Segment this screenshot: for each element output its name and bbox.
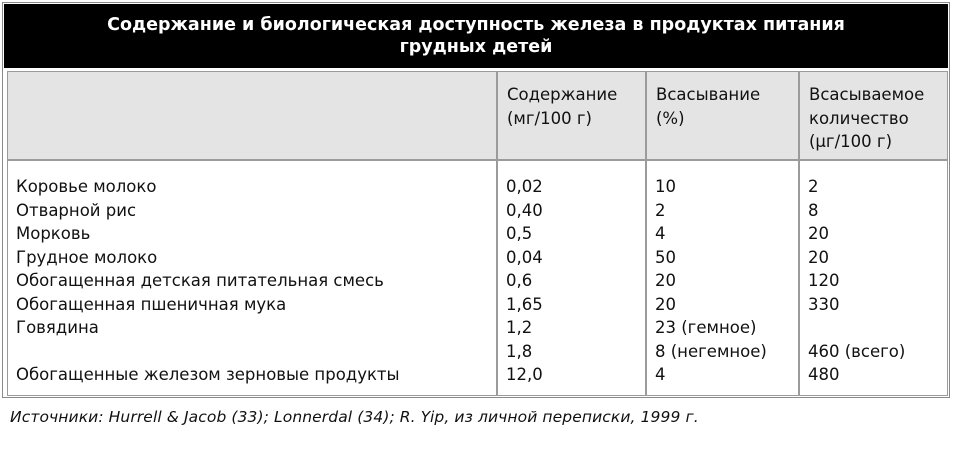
table-title: Содержание и биологическая доступность железа в продуктах питания грудных детей bbox=[107, 15, 845, 57]
iron-content: 12,0 bbox=[506, 365, 543, 384]
absorption-percent: 10 bbox=[655, 177, 676, 196]
header-label-line: (μг/100 г) bbox=[809, 132, 893, 151]
iron-content: 0,6 bbox=[506, 271, 533, 290]
product-name: Обогащенная пшеничная мука bbox=[16, 294, 287, 314]
header-label-line: количество bbox=[809, 108, 909, 128]
product-name: Грудное молоко bbox=[16, 247, 158, 267]
absorbed-amount: 330 bbox=[808, 294, 840, 314]
header-cell-product bbox=[7, 71, 497, 160]
header-cell-content bbox=[497, 71, 646, 160]
table-title-bar bbox=[4, 4, 948, 68]
absorbed-amount: 20 bbox=[808, 224, 829, 243]
header-cell-absorption bbox=[646, 71, 799, 160]
iron-content: 0,02 bbox=[506, 177, 543, 196]
header-label-line: Всасывание bbox=[656, 85, 761, 104]
absorbed-amount: 460 (всего) bbox=[808, 341, 906, 361]
product-name: Отварной рис bbox=[16, 200, 137, 220]
header-cell-absorbed bbox=[799, 71, 948, 160]
absorption-percent: 4 bbox=[655, 224, 666, 243]
absorption-percent: 8 (негемное) bbox=[655, 341, 767, 361]
iron-content: 1,2 bbox=[506, 318, 533, 337]
product-name: Морковь bbox=[16, 224, 91, 243]
absorption-percent: 50 bbox=[655, 247, 676, 267]
column-content bbox=[497, 160, 646, 396]
iron-content: 0,40 bbox=[506, 200, 543, 220]
product-name: Обогащенная детская питательная смесь bbox=[16, 271, 384, 290]
absorption-percent: 20 bbox=[655, 294, 676, 314]
product-name: Обогащенные железом зерновые продукты bbox=[16, 365, 400, 384]
table-frame bbox=[2, 2, 950, 398]
product-name: Говядина bbox=[16, 318, 99, 337]
header-label-line: (%) bbox=[656, 108, 685, 128]
absorption-percent: 23 (гемное) bbox=[655, 318, 757, 337]
absorbed-amount: 480 bbox=[808, 365, 840, 384]
absorbed-amount: 120 bbox=[808, 271, 840, 290]
body-row bbox=[7, 160, 948, 396]
absorbed-amount: 20 bbox=[808, 247, 829, 267]
absorbed-amount bbox=[808, 316, 947, 340]
header-label-line bbox=[17, 83, 496, 107]
absorption-percent: 4 bbox=[655, 365, 666, 384]
column-absorption bbox=[646, 160, 799, 396]
absorbed-amount: 8 bbox=[808, 200, 819, 220]
header-label-line: (мг/100 г) bbox=[507, 108, 592, 128]
iron-content: 0,04 bbox=[506, 247, 543, 267]
column-absorbed bbox=[799, 160, 948, 396]
column-products bbox=[7, 160, 497, 396]
iron-content: 1,65 bbox=[506, 294, 543, 314]
iron-table bbox=[7, 71, 948, 396]
sources-footnote: Источники: Hurrell & Jacob (33); Lonnerdal (34); R. Yip, из личной переписки, 1999 г. bbox=[10, 408, 699, 426]
absorption-percent: 20 bbox=[655, 271, 676, 290]
header-row bbox=[7, 71, 948, 160]
header-label-line: Всасываемое bbox=[809, 85, 925, 104]
absorption-percent: 2 bbox=[655, 200, 666, 220]
product-name: Коровье молоко bbox=[16, 177, 157, 196]
iron-content: 1,8 bbox=[506, 341, 533, 361]
absorbed-amount: 2 bbox=[808, 177, 819, 196]
iron-content: 0,5 bbox=[506, 224, 533, 243]
header-label-line: Содержание bbox=[507, 85, 618, 104]
product-name bbox=[16, 340, 496, 364]
